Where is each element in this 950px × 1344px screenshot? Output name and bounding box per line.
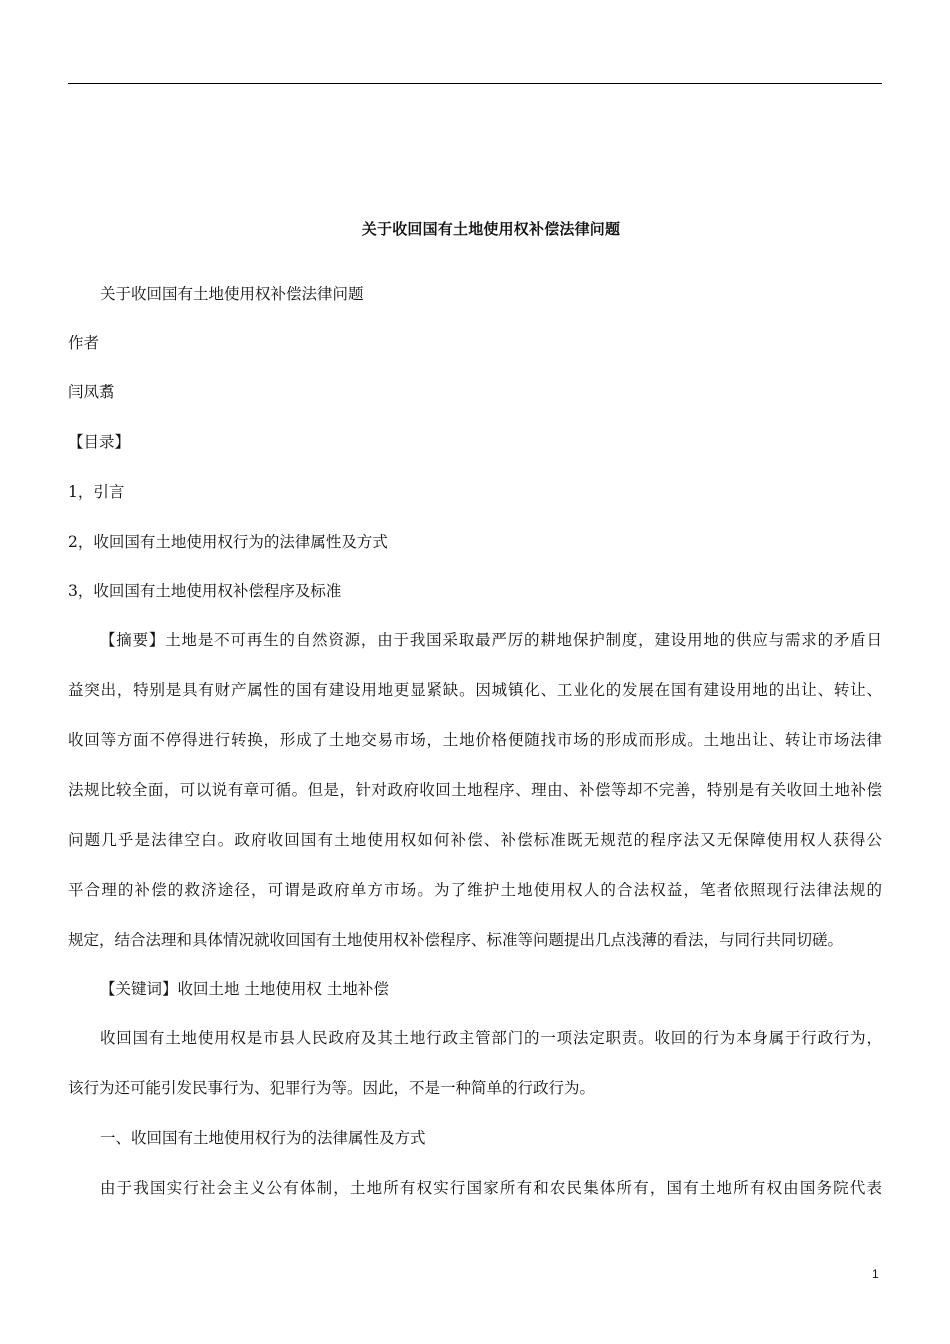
abstract-line: 益突出，特别是具有财产属性的国有建设用地更显紧缺。因城镇化、工业化的发展在国有建设用地的出让、转让、: [68, 681, 882, 699]
author-name: 闫凤翥: [68, 383, 115, 401]
document-subtitle: 关于收回国有土地使用权补偿法律问题: [100, 285, 364, 303]
abstract-paragraph: [68, 615, 882, 965]
toc-heading: 【目录】: [68, 433, 131, 451]
document-title: 关于收回国有土地使用权补偿法律问题: [361, 220, 621, 238]
section-paragraph: [68, 1163, 882, 1213]
intro-line: 收回国有土地使用权是市县人民政府及其土地行政主管部门的一项法定职责。收回的行为本身属于行政行为，: [100, 1029, 882, 1047]
toc-item-3: 3，收回国有土地使用权补偿程序及标准: [68, 582, 342, 600]
abstract-line: 规定，结合法理和具体情况就收回国有土地使用权补偿程序、标准等问题提出几点浅薄的看法，与同行共同切磋。: [68, 931, 844, 949]
toc-item-1: 1，引言: [68, 483, 125, 501]
page-number: 1: [872, 1267, 879, 1281]
toc-item-2: 2，收回国有土地使用权行为的法律属性及方式: [68, 533, 388, 551]
intro-line: 该行为还可能引发民事行为、犯罪行为等。因此，不是一种简单的行政行为。: [68, 1079, 596, 1097]
section-line: 由于我国实行社会主义公有体制，土地所有权实行国家所有和农民集体所有，国有土地所有权由国务院代表: [100, 1179, 882, 1197]
abstract-line: 法规比较全面，可以说有章可循。但是，针对政府收回土地程序、理由、补偿等却不完善，特别是有关收回土地补偿: [68, 781, 882, 799]
header-rule: [68, 83, 882, 84]
author-label: 作者: [68, 334, 100, 352]
section-heading: 一、收回国有土地使用权行为的法律属性及方式: [100, 1129, 426, 1147]
abstract-line: 平合理的补偿的救济途径，可谓是政府单方市场。为了维护土地使用权人的合法权益，笔者依照现行法律法规的: [68, 881, 882, 899]
abstract-line: 问题几乎是法律空白。政府收回国有土地使用权如何补偿、补偿标准既无规范的程序法又无保障使用权人获得公: [68, 831, 882, 849]
intro-paragraph: [68, 1013, 882, 1113]
abstract-line: 【摘要】土地是不可再生的自然资源，由于我国采取最严厉的耕地保护制度，建设用地的供应与需求的矛盾日: [100, 631, 882, 649]
keywords: 【关键词】收回土地 土地使用权 土地补偿: [100, 980, 389, 998]
abstract-line: 收回等方面不停得进行转换，形成了土地交易市场，土地价格便随找市场的形成而形成。土地出让、转让市场法律: [68, 731, 882, 749]
